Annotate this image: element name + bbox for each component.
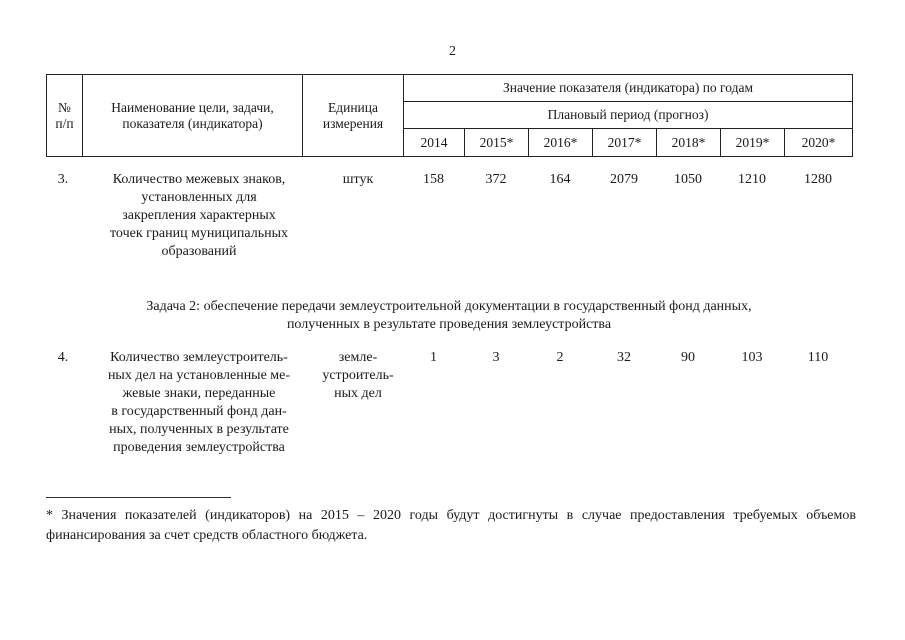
row-name-line: установленных для: [141, 190, 257, 205]
footnote-separator: [46, 497, 231, 498]
row-unit-line: земле-: [338, 350, 378, 365]
row-name-line: Количество землеустроитель-: [110, 350, 288, 365]
row-value: 3: [492, 350, 500, 365]
header-year: 2017*: [593, 129, 657, 157]
header-year: 2014: [404, 129, 465, 157]
header-year: 2015*: [465, 129, 529, 157]
row-name-line: точек границ муниципальных: [110, 226, 288, 241]
row-value: 164: [549, 172, 571, 187]
row-name-line: проведения землеустройства: [113, 440, 285, 455]
row-name-line: в государственный фонд дан-: [111, 404, 287, 419]
row-value: 158: [423, 172, 444, 187]
header-unit: Единица измерения: [303, 75, 404, 157]
row-value: 1: [430, 350, 437, 365]
row-unit-line: штук: [342, 172, 374, 187]
row-value: 32: [617, 350, 631, 365]
header-plan-period: Плановый период (прогноз): [404, 102, 853, 129]
task-heading-line: полученных в результате проведения землеустройства: [286, 317, 612, 332]
row-value: 1210: [738, 172, 766, 187]
footnote: * Значения показателей (индикаторов) на 2015 – 2020 годы будут достигнуты в случае предоставления требуемых объемов финансирования за счет средств областного бюджета.: [46, 508, 856, 543]
row-number: 4.: [57, 350, 69, 365]
header-name: Наименование цели, задачи, показателя (индикатора): [83, 75, 303, 157]
row-value: 2079: [610, 172, 638, 187]
header-year: 2019*: [721, 129, 785, 157]
row-name-line: закрепления характерных: [122, 208, 276, 223]
table-row: [0, 349, 905, 459]
row-number: 3.: [57, 172, 69, 187]
row-unit-line: ных дел: [334, 386, 382, 401]
row-value: 103: [741, 350, 763, 365]
header-year: 2020*: [785, 129, 853, 157]
table-row: [0, 171, 905, 271]
page-number: 2: [449, 44, 456, 59]
row-unit: [316, 171, 400, 189]
row-value: 2: [556, 350, 564, 365]
row-value: 110: [807, 350, 829, 365]
row-name-line: жевые знаки, переданные: [122, 386, 276, 401]
row-value: 1280: [804, 172, 832, 187]
row-name: [94, 349, 304, 457]
header-year: 2018*: [657, 129, 721, 157]
header-year: 2016*: [529, 129, 593, 157]
header-values-group: Значение показателя (индикатора) по годам: [404, 75, 853, 102]
row-value: 1050: [674, 172, 702, 187]
row-value: 372: [485, 172, 507, 187]
row-name-line: ных, полученных в результате: [109, 422, 289, 437]
indicator-table-header: [46, 74, 853, 157]
row-unit: [316, 349, 400, 403]
row-value: 90: [681, 350, 695, 365]
task-heading: [46, 298, 852, 334]
row-name-line: Количество межевых знаков,: [112, 172, 286, 187]
row-name-line: ных дел на установленные ме-: [107, 368, 291, 383]
row-name-line: образований: [161, 244, 237, 259]
row-unit-line: устроитель-: [322, 368, 394, 383]
task-heading-line: Задача 2: обеспечение передачи землеустроительной документации в государственный фонд данных,: [146, 299, 752, 314]
row-name: [94, 171, 304, 261]
header-num: № п/п: [47, 75, 83, 157]
